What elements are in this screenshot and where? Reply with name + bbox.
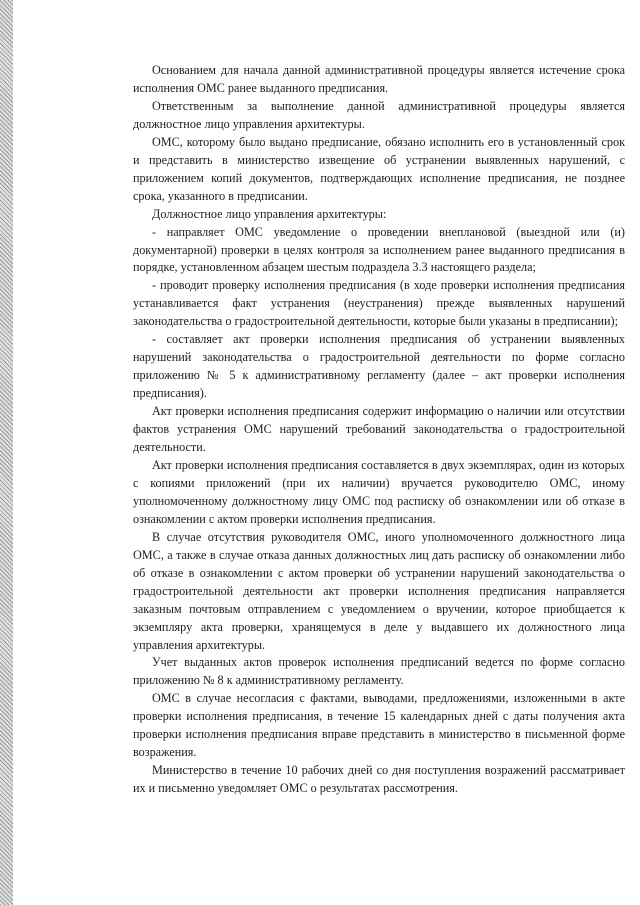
paragraph-4: Должностное лицо управления архитектуры: [152, 206, 387, 221]
paragraph-10: Министерство в течение 10 рабочих дней со дня поступления возражений рассматривает их и письменно уведомляет ОМС о результатах рассмотрения. [133, 763, 625, 796]
paragraph-5: Акт проверки исполнения предписания содержит информацию о наличии или отсутствии фактов устранения ОМС нарушений требований законодательства о градостроительной деятельности. [133, 404, 625, 455]
paragraph-3: ОМС, которому было выдано предписание, обязано исполнить его в установленный срок и представить в министерство извещение об устранении выявленных нарушений, с приложением копий документов, подтверждающих исполнение предписания, не позднее срока, указанного в предписании. [133, 134, 625, 203]
paragraph-8: Учет выданных актов проверок исполнения предписаний ведется по форме согласно приложению № 8 к административному регламенту. [133, 655, 625, 688]
paragraph-7: В случае отсутствия руководителя ОМС, иного уполномоченного должностного лица ОМС, а также в случае отказа данных должностных лиц дать расписку об ознакомлении либо об отказе в ознакомлении с актом проверки об устранении нарушений законодательства о градостроительной деятельности акт проверки исполнения предписания направляется заказным почтовым отправлением с уведомлением о вручении, которое приобщается к экземпляру акта проверки, хранящемуся в деле у выдавшего их должностного лица управления архитектуры. [133, 529, 625, 652]
paragraph-6: Акт проверки исполнения предписания составляется в двух экземплярах, один из которых с копиями приложений (при их наличии) вручается руководителю ОМС, иному уполномоченному должностному лицу ОМС под расписку об ознакомлении или об отказе в ознакомлении с актом проверки исполнения предписания. [133, 457, 625, 526]
paragraph-1: Основанием для начала данной административной процедуры является истечение срока исполнения ОМС ранее выданного предписания. [133, 63, 625, 95]
list-item-2: - проводит проверку исполнения предписания (в ходе проверки исполнения предписания устанавливается факт устранения (неустранения) прежде выявленных нарушений законодательства о градостроительной деятельности, которые были указаны в предписании); [133, 278, 625, 329]
scan-edge-strip [0, 0, 13, 905]
document-page [133, 62, 625, 798]
paragraph-2: Ответственным за выполнение данной административной процедуры является должностное лицо управления архитектуры. [133, 98, 625, 131]
paragraph-9: ОМС в случае несогласия с фактами, выводами, предложениями, изложенными в акте проверки исполнения предписания, в течение 15 календарных дней с даты получения акта проверки исполнения предписания вправе представить в министерство в письменной форме возражения. [133, 691, 625, 760]
list-item-3: - составляет акт проверки исполнения предписания об устранении выявленных нарушений законодательства о градостроительной деятельности по форме согласно приложению № 5 к административному регламенту (далее – акт проверки исполнения предписания). [133, 332, 625, 401]
list-item-1: - направляет ОМС уведомление о проведении внеплановой (выездной или (и) документарной) проверки в целях контроля за исполнением ранее выданного предписания в порядке, установленном абзацем шестым подраздела 3.3 настоящего раздела; [133, 224, 625, 275]
